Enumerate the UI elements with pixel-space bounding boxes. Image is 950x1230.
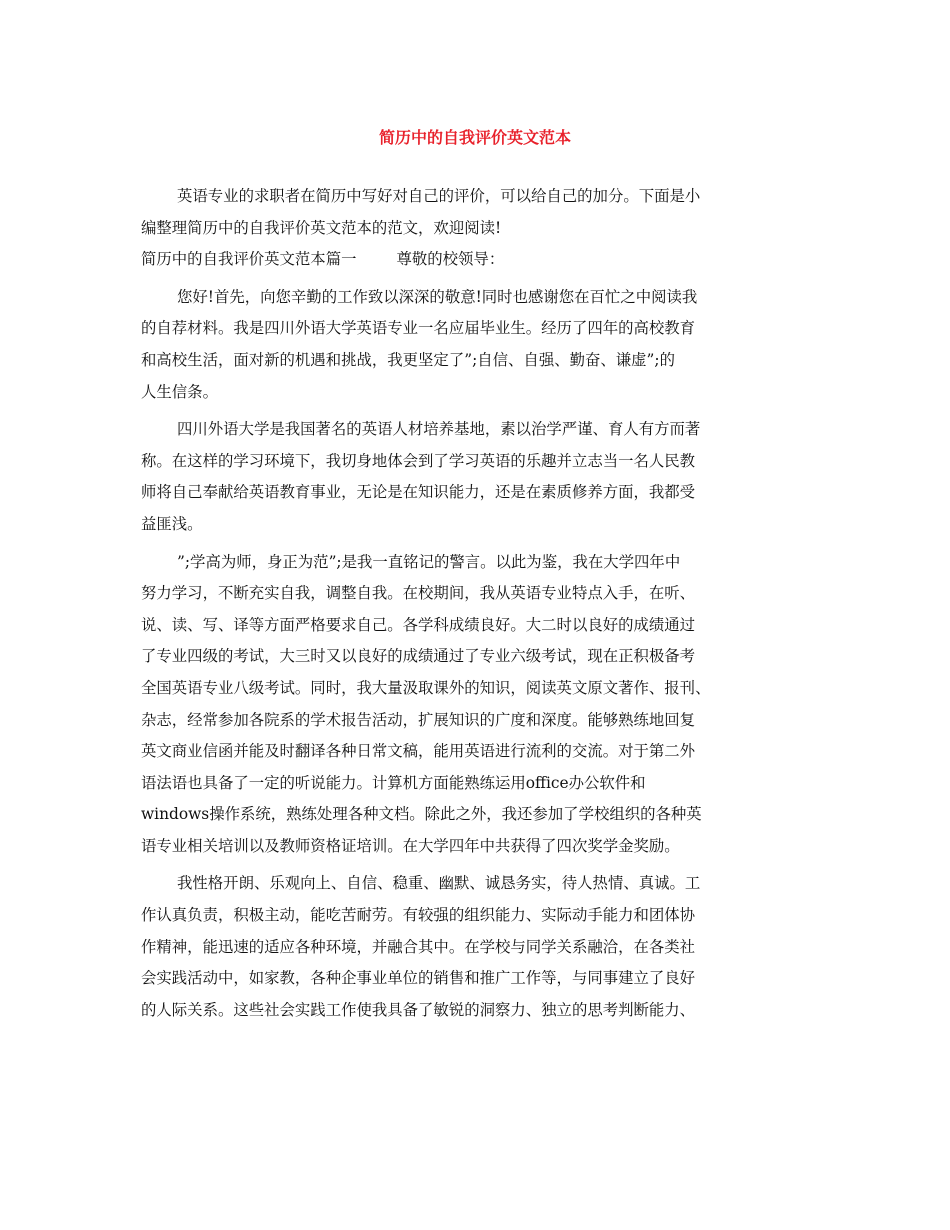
paragraph-study: [141, 547, 813, 863]
text-line: 四川外语大学是我国著名的英语人材培养基地，素以治学严谨、育人有方而著: [177, 420, 701, 439]
paragraph-greeting: [141, 282, 813, 408]
text-line: windows操作系统，熟练处理各种文档。除此之外，我还参加了学校组织的各种英: [141, 805, 702, 824]
text-line: [141, 244, 813, 276]
text-line: 益匪浅。: [141, 514, 203, 533]
section-heading: 简历中的自我评价英文范本篇一: [141, 250, 357, 269]
text-line: 人生信条。: [141, 382, 218, 401]
text-line: 杂志，经常参加各院系的学术报告活动，扩展知识的广度和深度。能够熟练地回复: [141, 710, 696, 729]
text-line: 英文商业信函并能及时翻译各种日常文稿，能用英语进行流利的交流。对于第二外: [141, 742, 696, 761]
text-line: 的自荐材料。我是四川外语大学英语专业一名应届毕业生。经历了四年的高校教育: [141, 319, 696, 338]
paragraph-intro: [141, 181, 813, 244]
document-body: [141, 181, 813, 1032]
salutation: 尊敬的校领导：: [396, 250, 505, 269]
text-line: 的人际关系。这些社会实践工作使我具备了敏锐的洞察力、独立的思考判断能力、: [141, 1000, 696, 1019]
document-title: 简历中的自我评价英文范本: [378, 128, 571, 147]
text-line: 编整理简历中的自我评价英文范本的范文，欢迎阅读!: [141, 218, 502, 237]
text-line: 和高校生活，面对新的机遇和挑战，我更坚定了”;自信、自强、勤奋、谦虚”;的: [141, 350, 675, 369]
text-line: ”;学高为师，身正为范”;是我一直铭记的警言。以此为鉴，我在大学四年中: [177, 552, 681, 571]
text-line: 师将自己奉献给英语教育事业，无论是在知识能力，还是在素质修养方面，我都受: [141, 483, 696, 502]
text-line: 作精神，能迅速的适应各种环境，并融合其中。在学校与同学关系融洽，在各类社: [141, 937, 696, 956]
paragraph-university: [141, 414, 813, 540]
text-line: 称。在这样的学习环境下，我切身地体会到了学习英语的乐趣并立志当一名人民教: [141, 451, 696, 470]
text-line: 说、读、写、译等方面严格要求自己。各学科成绩良好。大二时以良好的成绩通过: [141, 615, 696, 634]
text-line: 作认真负责，积极主动，能吃苦耐劳。有较强的组织能力、实际动手能力和团体协: [141, 906, 696, 925]
text-line: 努力学习，不断充实自我，调整自我。在校期间，我从英语专业特点入手，在听、: [141, 584, 696, 603]
text-line: 英语专业的求职者在简历中写好对自己的评价，可以给自己的加分。下面是小: [177, 187, 701, 205]
text-line: 会实践活动中，如家教，各种企事业单位的销售和推广工作等，与同事建立了良好: [141, 969, 696, 988]
text-line: 我性格开朗、乐观向上、自信、稳重、幽默、诚恳务实，待人热情、真诚。工: [177, 874, 701, 893]
text-line: 语专业相关培训以及教师资格证培训。在大学四年中共获得了四次奖学金奖励。: [141, 836, 680, 855]
paragraph-personality: [141, 868, 813, 1026]
text-line: 全国英语专业八级考试。同时，我大量汲取课外的知识，阅读英文原文著作、报刊、: [141, 678, 711, 697]
section-heading-line: [141, 244, 813, 276]
text-line: 了专业四级的考试，大三时又以良好的成绩通过了专业六级考试，现在正积极备考: [141, 647, 696, 666]
text-line: 您好!首先，向您辛勤的工作致以深深的敬意!同时也感谢您在百忙之中阅读我: [177, 287, 698, 306]
text-line: 语法语也具备了一定的听说能力。计算机方面能熟练运用office办公软件和: [141, 773, 646, 792]
